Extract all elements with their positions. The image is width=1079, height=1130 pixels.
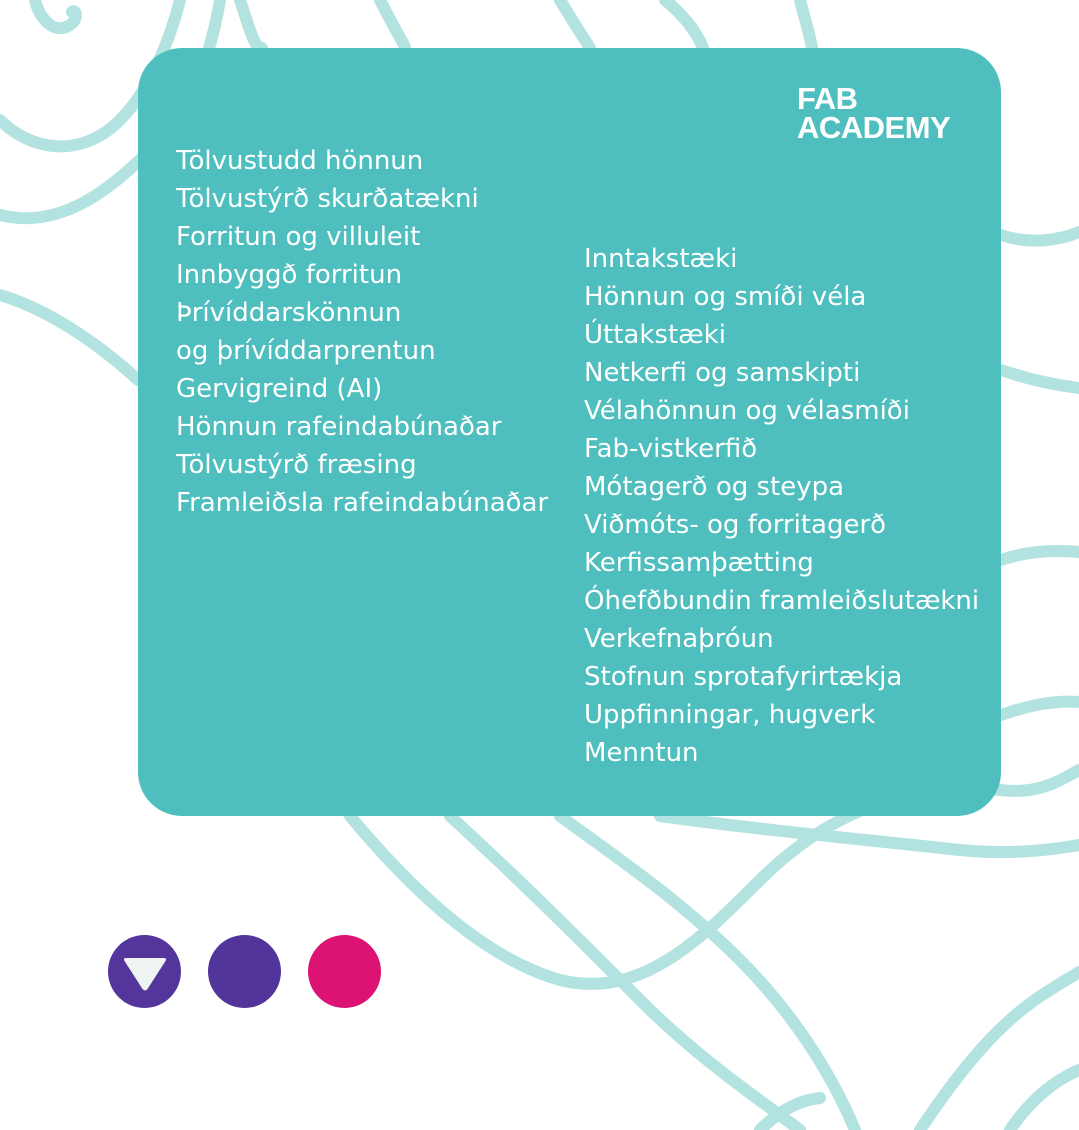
list-item: Kerfissamþætting [584,548,814,578]
list-item: Forritun og villuleit [176,222,421,252]
list-item: Netkerfi og samskipti [584,358,861,388]
list-item: Hönnun rafeindabúnaðar [176,412,502,442]
list-item: Tölvustýrð fræsing [176,450,417,480]
list-item: Hönnun og smíði véla [584,282,867,312]
list-item: Gervigreind (AI) [176,374,383,404]
list-item: Þrívíddarskönnun [176,298,402,328]
list-item: og þrívíddarprentun [176,336,436,366]
purple-dot-button[interactable] [208,935,281,1008]
list-item: Inntakstæki [584,244,738,274]
list-item: Vélahönnun og vélasmíði [584,396,910,426]
list-item: Úttakstæki [584,320,726,350]
navigation-buttons [108,935,383,1009]
list-item: Fab-vistkerfið [584,434,758,464]
list-item: Uppfinningar, hugverk [584,700,876,730]
logo-line-fab: FAB [797,81,858,116]
list-item: Mótagerð og steypa [584,472,845,502]
topics-list-left [176,142,548,522]
list-item: Menntun [584,738,699,768]
list-item: Stofnun sprotafyrirtækja [584,662,903,692]
topics-list-right [584,240,979,772]
list-item: Tölvustudd hönnun [176,146,424,176]
list-item: Óhefðbundin framleiðslutækni [584,586,980,616]
triangle-down-icon [122,955,168,993]
list-item: Verkefnaþróun [584,624,774,654]
scroll-down-button[interactable] [108,935,181,1008]
fab-academy-logo [797,81,951,145]
logo-line-academy: ACADEMY [797,110,951,145]
list-item: Viðmóts- og forritagerð [584,510,887,540]
list-item: Tölvustýrð skurðatækni [176,184,479,214]
list-item: Framleiðsla rafeindabúnaðar [176,488,549,518]
list-item: Innbyggð forritun [176,260,403,290]
pink-dot-button[interactable] [308,935,381,1008]
